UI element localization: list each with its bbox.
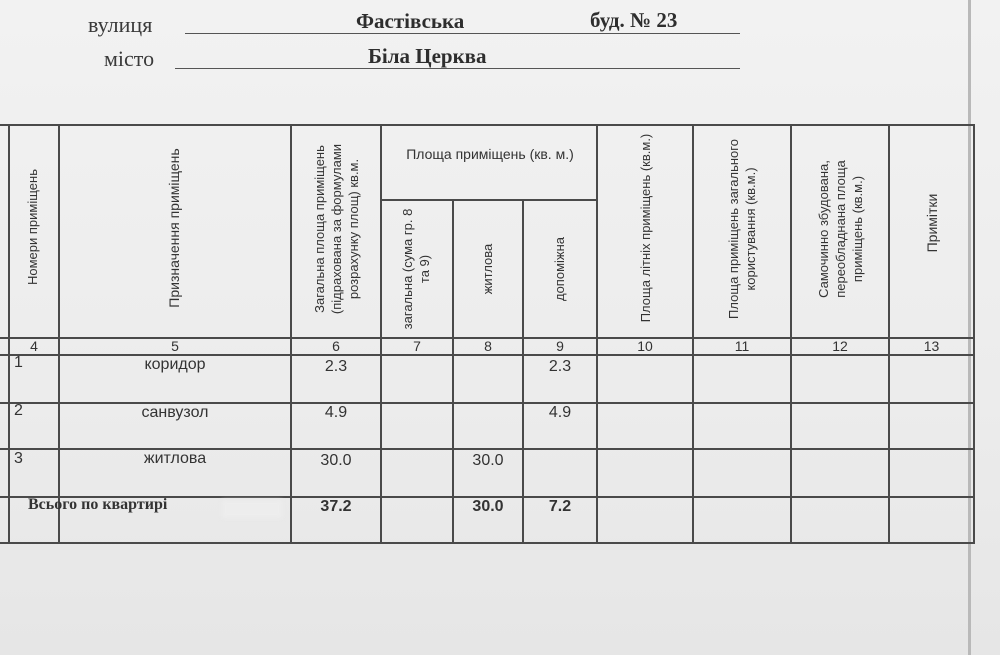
col-num-12: 12 [832,338,848,354]
col-line-5 [58,124,60,544]
header-living: житлова [479,243,495,295]
row3-purpose: житлова [143,450,207,467]
row2-aux: 4.9 [548,404,572,421]
col-line-10 [596,124,598,544]
group-divider [382,199,598,201]
header-unauthorized-area: Самочинно збудована, переобладнана площа приміщень (кв.м.) [815,160,865,298]
col-num-11: 11 [734,338,750,354]
col-num-8: 8 [484,338,492,354]
col-num-7: 7 [413,338,421,354]
row2-number: 2 [14,402,23,419]
total-row-aux: 7.2 [548,498,572,515]
header-summer-area: Площа літніх приміщень (кв.м.) [637,133,653,323]
row1-total: 2.3 [324,358,348,375]
total-row-total: 37.2 [320,498,352,515]
header-area-sum: загальна (сума гр. 8 та 9) [400,208,432,330]
col-line-7 [380,124,382,544]
col-line-right [973,124,975,544]
col-line-13 [888,124,890,544]
header-room-purpose: Призначення приміщень [165,148,182,308]
col-num-13: 13 [923,338,940,354]
col-num-10: 10 [637,338,653,354]
blurred-area [222,500,282,518]
row2-purpose: санвузол [141,404,209,421]
col-num-5: 5 [171,338,179,354]
table-border-top [0,124,975,126]
street-label: вулиця [88,12,153,37]
col-line-8 [452,199,454,544]
header-auxiliary: допоміжна [551,236,567,302]
street-value: Фастівська [356,9,465,33]
col-line-12 [790,124,792,544]
col-line-6 [290,124,292,544]
row1-number: 1 [14,354,23,371]
table-border-bottom [0,542,975,544]
row1-aux: 2.3 [548,358,572,375]
rooms-table [0,124,975,544]
header-area-group: Площа приміщень (кв. м.) [406,146,574,162]
header-common-area: Площа приміщень загального користування (кв.м.) [726,139,758,319]
header-room-numbers: Номери приміщень [24,169,40,285]
row3-total: 30.0 [320,452,352,469]
total-row-label: Всього по квартирі [28,496,168,513]
header-total-area: Загальна площа приміщень (підрахована за формулами розрахунку площ) кв.м. [311,143,361,315]
row3-living: 30.0 [472,452,504,469]
col-num-9: 9 [556,338,564,354]
col-num-4: 4 [30,338,38,354]
col-line-11 [692,124,694,544]
row3-number: 3 [14,450,23,467]
header-notes: Примітки [923,193,940,253]
city-label: місто [104,46,155,71]
city-value: Біла Церква [368,44,487,68]
col-num-6: 6 [332,338,340,354]
row1-purpose: коридор [144,356,206,373]
building-number: буд. № 23 [590,8,678,32]
total-row-living: 30.0 [472,498,504,515]
row2-total: 4.9 [324,404,348,421]
